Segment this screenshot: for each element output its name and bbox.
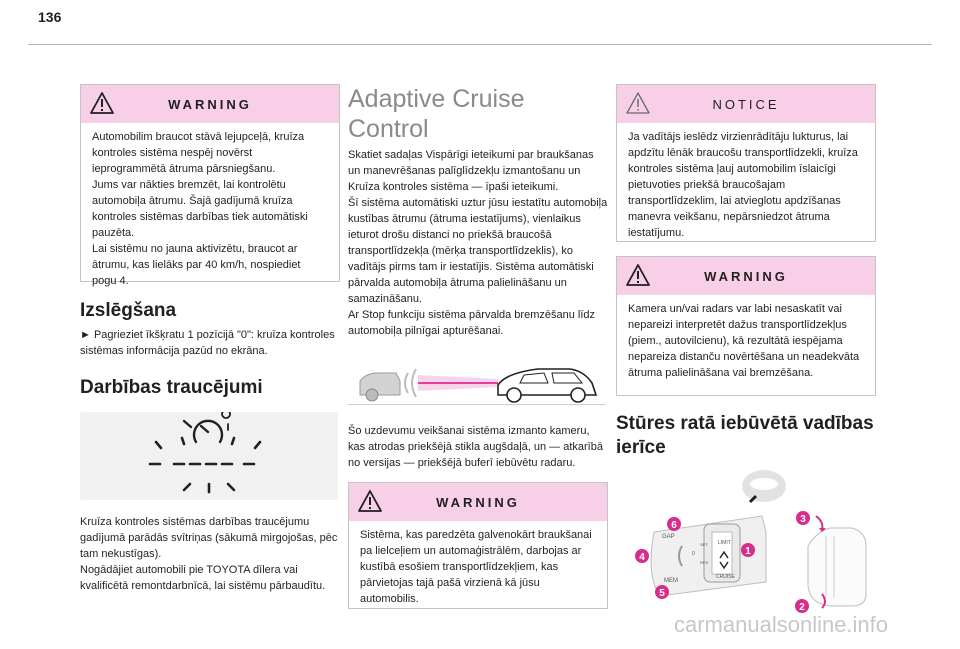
column-2: [348, 84, 608, 609]
warning-title: WARNING: [168, 96, 252, 112]
lead-car-icon: [360, 373, 400, 401]
camera-radar-text: Šo uzdevumu veikšanai sistēma izmanto kameru, kas atrodas priekšējā stikla augšdaļā, un — atkarībā no versijas — priekšējā buferī iebūvētu radaru.: [348, 425, 603, 469]
svg-text:GAP: GAP: [662, 534, 675, 540]
cruise-fault-icon: [80, 412, 338, 500]
callout-1: [741, 543, 755, 557]
notice-box-header: [617, 85, 875, 123]
svg-text:MEM: MEM: [664, 578, 678, 584]
warning-triangle-icon: [625, 263, 651, 287]
svg-text:5: 5: [659, 588, 665, 599]
izslegsana-text: ► Pagrieziet īkšķratu 1 pozīcijā "0": kruīza kontroles sistēmas informācija pazūd no ekrāna.: [80, 329, 335, 357]
warning-box-3: [616, 256, 876, 396]
stalk-lever: [808, 516, 866, 608]
section-heading-steering-controls: Stūres ratā iebūvētā vadības ierīce: [616, 413, 874, 458]
radar-illustration: [348, 355, 606, 405]
page-number: 136: [38, 9, 62, 25]
warning-title: WARNING: [704, 268, 788, 284]
svg-text:0: 0: [692, 551, 695, 557]
warning-body: [81, 123, 339, 299]
warning-triangle-icon: [357, 489, 383, 513]
warning-paragraph: Jums var nākties bremzēt, lai kontrolētu automobiļa ātrumu. Šajā gadījumā kruīza kontroles sistēmas darbības tiek automātiski pauzēta.: [92, 179, 308, 239]
svg-text:LIMIT: LIMIT: [718, 540, 731, 546]
svg-text:6: 6: [671, 520, 677, 531]
warning-triangle-icon: [89, 91, 115, 115]
notice-paragraph: Ja vadītājs ieslēdz virzienrādītāju lukturus, lai apdzītu lēnāk braucošu transportlīdzekli, kruīza kontroles sistēma ļauj automobilim īslaicīgi pietuvoties priekšā braucošajam transportlīdzeklim, lai atvieglotu apdzīšanas manevra veikšanu, nepārsniedzot ātruma iestatījumu.: [628, 131, 858, 239]
warning-body: [349, 521, 607, 617]
callout-4: [635, 549, 649, 563]
adaptive-stop-function: Ar Stop funkciju sistēma pārvalda bremzēšanu līdz automobiļa pilnīgai apturēšanai.: [348, 309, 596, 337]
svg-text:2: 2: [799, 602, 805, 613]
svg-text:RES: RES: [700, 560, 709, 565]
top-divider: [28, 44, 932, 45]
warning-paragraph: Sistēma, kas paredzēta galvenokārt braukšanai pa lielceļiem un automaģistrālēm, darbojas ar kustībā esošiem transportlīdzekļiem, kas pārvietojas tajā pašā virzienā kā jūsu automobilis.: [360, 529, 592, 605]
adaptive-intro: Skatiet sadaļas Vispārīgi ieteikumi par braukšanas un manevrēšanas palīglīdzekļu izmantošanu un Kruīza kontroles sistēma — īpaši ieteikumi.: [348, 149, 594, 193]
callout-5: [655, 585, 669, 599]
column-3: [616, 84, 876, 616]
svg-text:SET: SET: [700, 542, 708, 547]
adaptive-description: Šī sistēma automātiski uztur jūsu iestatītu automobiļa kustības ātrumu (ātruma iestatījums), vienlaikus ieturot drošu distanci no priekšā braucošā transportlīdzekļa (mērķa transportlīdzeklis), ko vadītājs pirms tam ir iestatījis. Sistēma automātiski pārvalda automobiļa ātruma palielināšanu un samazināšanu.: [348, 197, 608, 305]
steering-controls-diagram: [616, 466, 886, 616]
warning-paragraph: Lai sistēmu no jauna aktivizētu, braucot ar ātrumu, kas lielāks par 40 km/h, nospiediet pogu 4.: [92, 243, 301, 287]
own-car-icon: [498, 369, 596, 402]
notice-box: [616, 84, 876, 242]
warning-paragraph: Automobilim braucot stāvā lejupceļā, kruīza kontroles sistēma nespēj novērst ieprogrammētā ātruma pārsniegšanu.: [92, 131, 305, 175]
warning-title: WARNING: [436, 494, 520, 510]
warning-paragraph: Kamera un/vai radars var labi nesaskatīt vai nepareizi interpretēt dažus transportlīdzekļus (piem., autovilcienu), kā rezultātā iespējama nepareiza distanču novērtēšana un neadekvāta ātruma palielināšana vai bremzēšana.: [628, 303, 860, 379]
steering-wheel-icon: [742, 470, 786, 502]
section-heading-darbibas: Darbības traucējumi: [80, 377, 263, 398]
watermark-text: carmanualsonline.info: [674, 612, 889, 637]
fault-display-illustration: [80, 412, 338, 500]
notice-title: NOTICE: [712, 96, 780, 112]
notice-body: [617, 123, 875, 251]
column-1: [80, 84, 340, 594]
callout-3: [796, 511, 810, 525]
radar-waves-icon: [405, 369, 416, 397]
svg-text:3: 3: [800, 514, 806, 525]
darbibas-text-2: Nogādājiet automobili pie TOYOTA dīlera vai kvalificētā remontdarbnīcā, lai sistēmu pārbaudītu.: [80, 564, 326, 592]
section-heading-adaptive: Adaptive Cruise Control: [348, 85, 525, 143]
warning-box-header: [349, 483, 607, 521]
callout-2: [795, 599, 809, 613]
darbibas-text-1: Kruīza kontroles sistēmas darbības traucējumu gadījumā parādās svītriņas (sākumā mirgojošas, pēc tam nekustīgas).: [80, 516, 338, 560]
callout-6: [667, 517, 681, 531]
warning-body: [617, 295, 875, 391]
warning-box-2: [348, 482, 608, 609]
svg-text:4: 4: [639, 552, 645, 563]
warning-box-header: [81, 85, 339, 123]
section-heading-izslegsana: Izslēgšana: [80, 300, 177, 321]
warning-box-header: [617, 257, 875, 295]
svg-text:CRUISE: CRUISE: [716, 574, 735, 580]
notice-triangle-icon: [625, 91, 651, 115]
svg-text:1: 1: [745, 546, 751, 557]
warning-box-1: [80, 84, 340, 287]
